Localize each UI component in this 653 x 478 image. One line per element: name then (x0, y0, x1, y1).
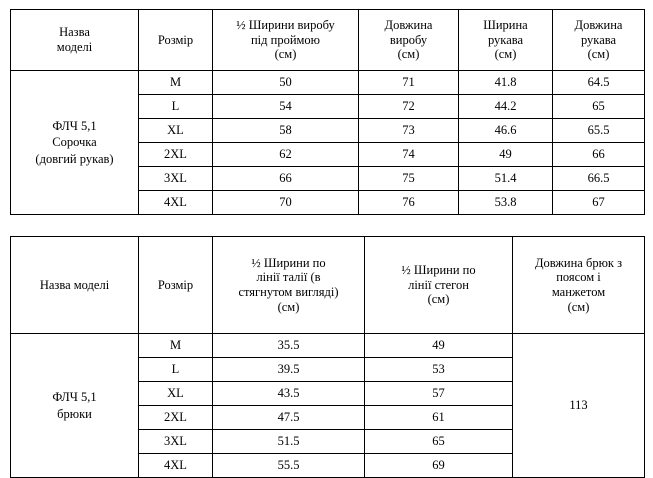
sleeve-length-cell: 64.5 (553, 71, 645, 95)
column-header-size: Розмір (139, 237, 213, 334)
half-chest-width-cell: 70 (213, 191, 359, 215)
model-name-cell: ФЛЧ 5,1 Сорочка (довгий рукав) (11, 71, 139, 215)
size-cell: M (139, 334, 213, 358)
table-header-row (11, 237, 645, 334)
size-cell: 3XL (139, 167, 213, 191)
model-name-cell: ФЛЧ 5,1 брюки (11, 334, 139, 478)
half-waist-width-cell: 47.5 (213, 406, 365, 430)
size-cell: 2XL (139, 143, 213, 167)
sleeve-length-cell: 65.5 (553, 119, 645, 143)
length-cell: 76 (359, 191, 459, 215)
length-cell: 72 (359, 95, 459, 119)
size-cell: 4XL (139, 191, 213, 215)
half-hip-width-cell: 61 (365, 406, 513, 430)
size-cell: XL (139, 382, 213, 406)
column-header-half-hip-width: ½ Ширини по лінії стегон (см) (365, 237, 513, 334)
sleeve-length-cell: 67 (553, 191, 645, 215)
sleeve-width-cell: 49 (459, 143, 553, 167)
sleeve-width-cell: 51.4 (459, 167, 553, 191)
column-header-length: Довжина виробу (см) (359, 10, 459, 71)
size-cell: L (139, 95, 213, 119)
half-hip-width-cell: 53 (365, 358, 513, 382)
sleeve-length-cell: 65 (553, 95, 645, 119)
pants-size-table (10, 236, 645, 478)
half-hip-width-cell: 69 (365, 454, 513, 478)
sleeve-width-cell: 46.6 (459, 119, 553, 143)
size-cell: XL (139, 119, 213, 143)
half-chest-width-cell: 62 (213, 143, 359, 167)
half-waist-width-cell: 39.5 (213, 358, 365, 382)
sleeve-length-cell: 66.5 (553, 167, 645, 191)
half-hip-width-cell: 49 (365, 334, 513, 358)
size-cell: 3XL (139, 430, 213, 454)
column-header-half-waist-width: ½ Ширини по лінії талії (в стягнутом вигляді) (см) (213, 237, 365, 334)
half-hip-width-cell: 57 (365, 382, 513, 406)
column-header-sleeve-length: Довжина рукава (см) (553, 10, 645, 71)
half-waist-width-cell: 51.5 (213, 430, 365, 454)
shirt-size-table (10, 9, 645, 215)
table-row (11, 71, 645, 95)
half-waist-width-cell: 55.5 (213, 454, 365, 478)
sleeve-width-cell: 53.8 (459, 191, 553, 215)
size-cell: 2XL (139, 406, 213, 430)
length-cell: 74 (359, 143, 459, 167)
total-length-cell: 113 (513, 334, 645, 478)
size-cell: 4XL (139, 454, 213, 478)
table-header-row (11, 10, 645, 71)
half-hip-width-cell: 65 (365, 430, 513, 454)
sleeve-width-cell: 44.2 (459, 95, 553, 119)
half-chest-width-cell: 50 (213, 71, 359, 95)
table-row (11, 334, 645, 358)
column-header-size: Розмір (139, 10, 213, 71)
column-header-model: Назва моделі (11, 237, 139, 334)
half-waist-width-cell: 43.5 (213, 382, 365, 406)
size-cell: M (139, 71, 213, 95)
half-chest-width-cell: 66 (213, 167, 359, 191)
size-cell: L (139, 358, 213, 382)
length-cell: 75 (359, 167, 459, 191)
column-header-sleeve-width: Ширина рукава (см) (459, 10, 553, 71)
length-cell: 73 (359, 119, 459, 143)
column-header-model: Назва моделі (11, 10, 139, 71)
sleeve-length-cell: 66 (553, 143, 645, 167)
length-cell: 71 (359, 71, 459, 95)
half-chest-width-cell: 58 (213, 119, 359, 143)
half-chest-width-cell: 54 (213, 95, 359, 119)
sleeve-width-cell: 41.8 (459, 71, 553, 95)
half-waist-width-cell: 35.5 (213, 334, 365, 358)
column-header-total-length: Довжина брюк з поясом і манжетом (см) (513, 237, 645, 334)
column-header-half-chest-width: ½ Ширини виробу під проймою (см) (213, 10, 359, 71)
